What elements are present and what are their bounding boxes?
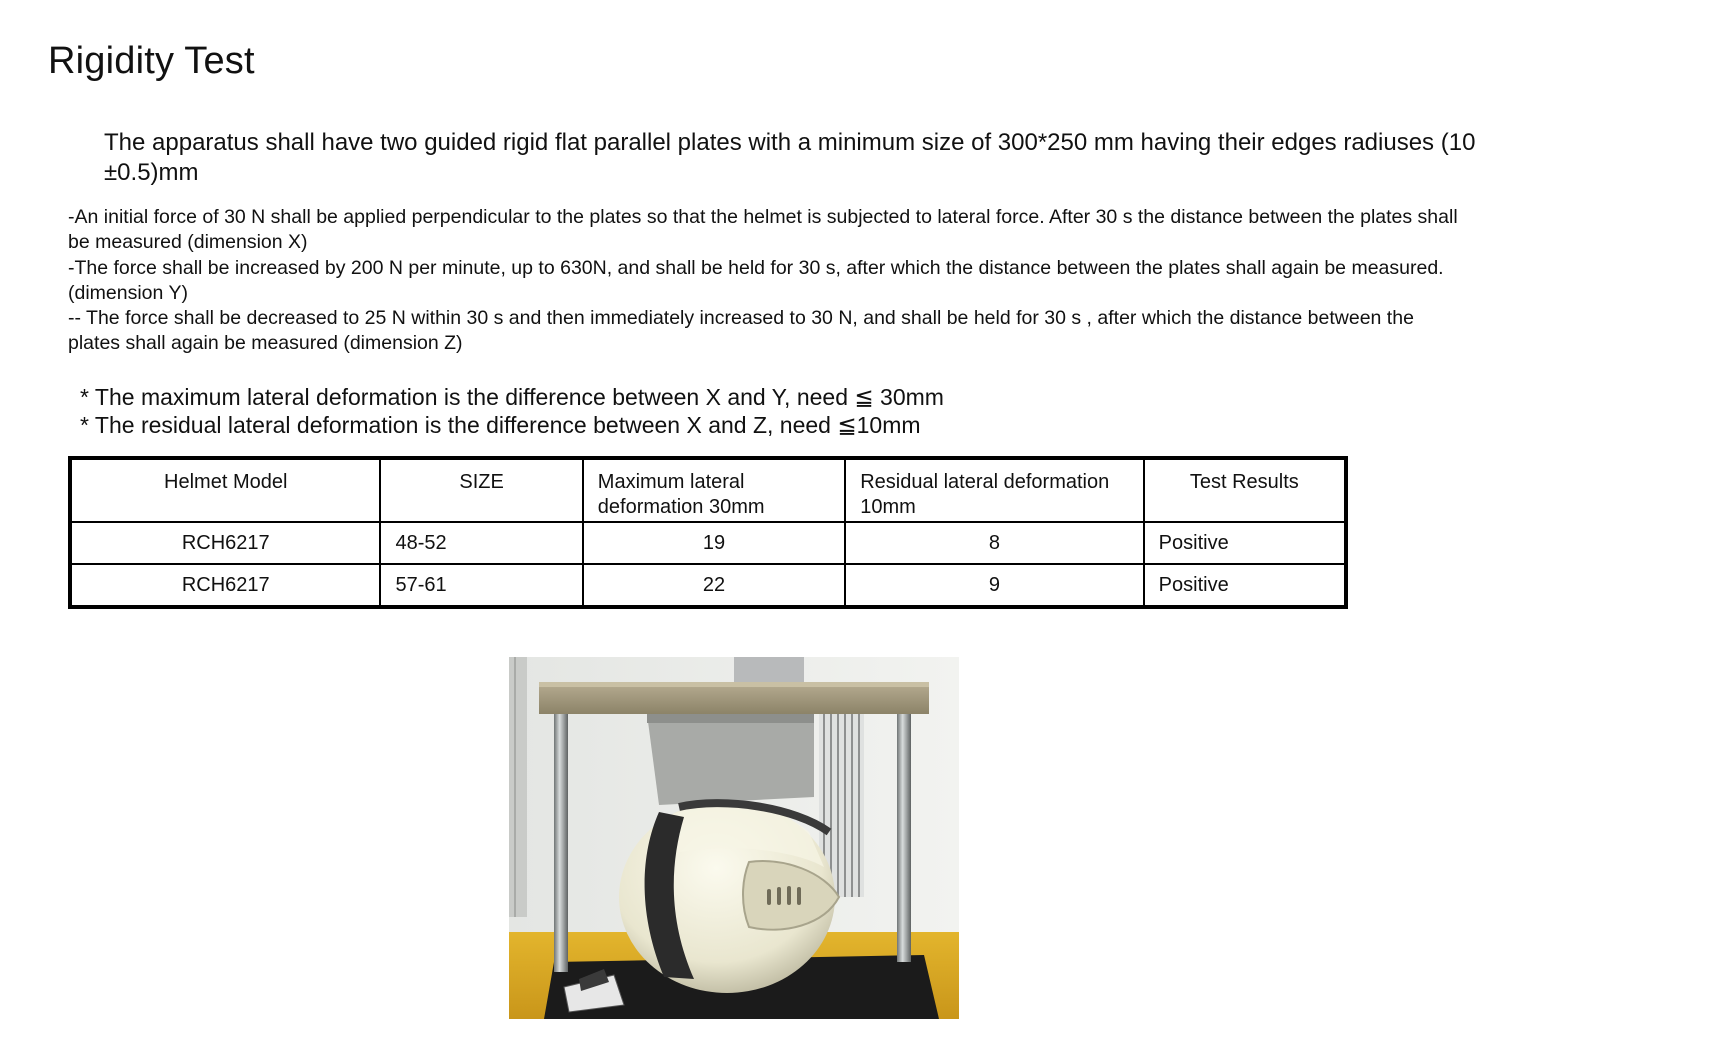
column-header: Residual lateral deformation 10mm [845,458,1143,522]
rigidity-test-photo [509,657,959,1019]
helmet-model-cell: RCH6217 [70,564,380,607]
max-deformation-cell: 19 [583,522,845,564]
residual-deformation-cell: 9 [845,564,1143,607]
criteria-item: * The maximum lateral deformation is the difference between X and Y, need ≦ 30mm [80,384,944,410]
guide-rod [554,702,568,972]
test-procedure [68,205,1468,357]
size-cell: 48-52 [380,522,582,564]
size-cell: 57-61 [380,564,582,607]
column-header: Helmet Model [70,458,380,522]
table-row [70,564,1346,607]
column-header: Maximum lateral deformation 30mm [583,458,845,522]
test-result-cell: Positive [1144,564,1346,607]
acceptance-criteria [80,383,944,439]
residual-deformation-cell: 8 [845,522,1143,564]
pressing-plate [647,714,814,805]
table-row [70,522,1346,564]
test-result-cell: Positive [1144,522,1346,564]
helmet-model-cell: RCH6217 [70,522,380,564]
column-header: Test Results [1144,458,1346,522]
criteria-item: * The residual lateral deformation is the difference between X and Z, need ≦10mm [80,412,921,438]
procedure-step: -The force shall be increased by 200 N per minute, up to 630N, and shall be held for 30 s, after which the distance between the plates shall again be measured. (dimension Y) [68,256,1444,304]
procedure-step: -An initial force of 30 N shall be applied perpendicular to the plates so that the helmet is subjected to lateral force. After 30 s the distance between the plates shall be measured (dimension X) [68,206,1458,254]
results-table [68,456,1348,609]
table-header-row [70,458,1346,522]
procedure-step: -- The force shall be decreased to 25 N within 30 s and then immediately increased to 30 N, and shall be held for 30 s , after which the distance between the plates shall again be measured (dimension Z) [68,307,1414,355]
column-header: SIZE [380,458,582,522]
page-title: Rigidity Test [48,40,255,82]
max-deformation-cell: 22 [583,564,845,607]
guide-rod [897,702,911,962]
apparatus-description: The apparatus shall have two guided rigid flat parallel plates with a minimum size of 300*250 mm having their edges radiuses (10 ±0.5)mm [104,129,1476,186]
